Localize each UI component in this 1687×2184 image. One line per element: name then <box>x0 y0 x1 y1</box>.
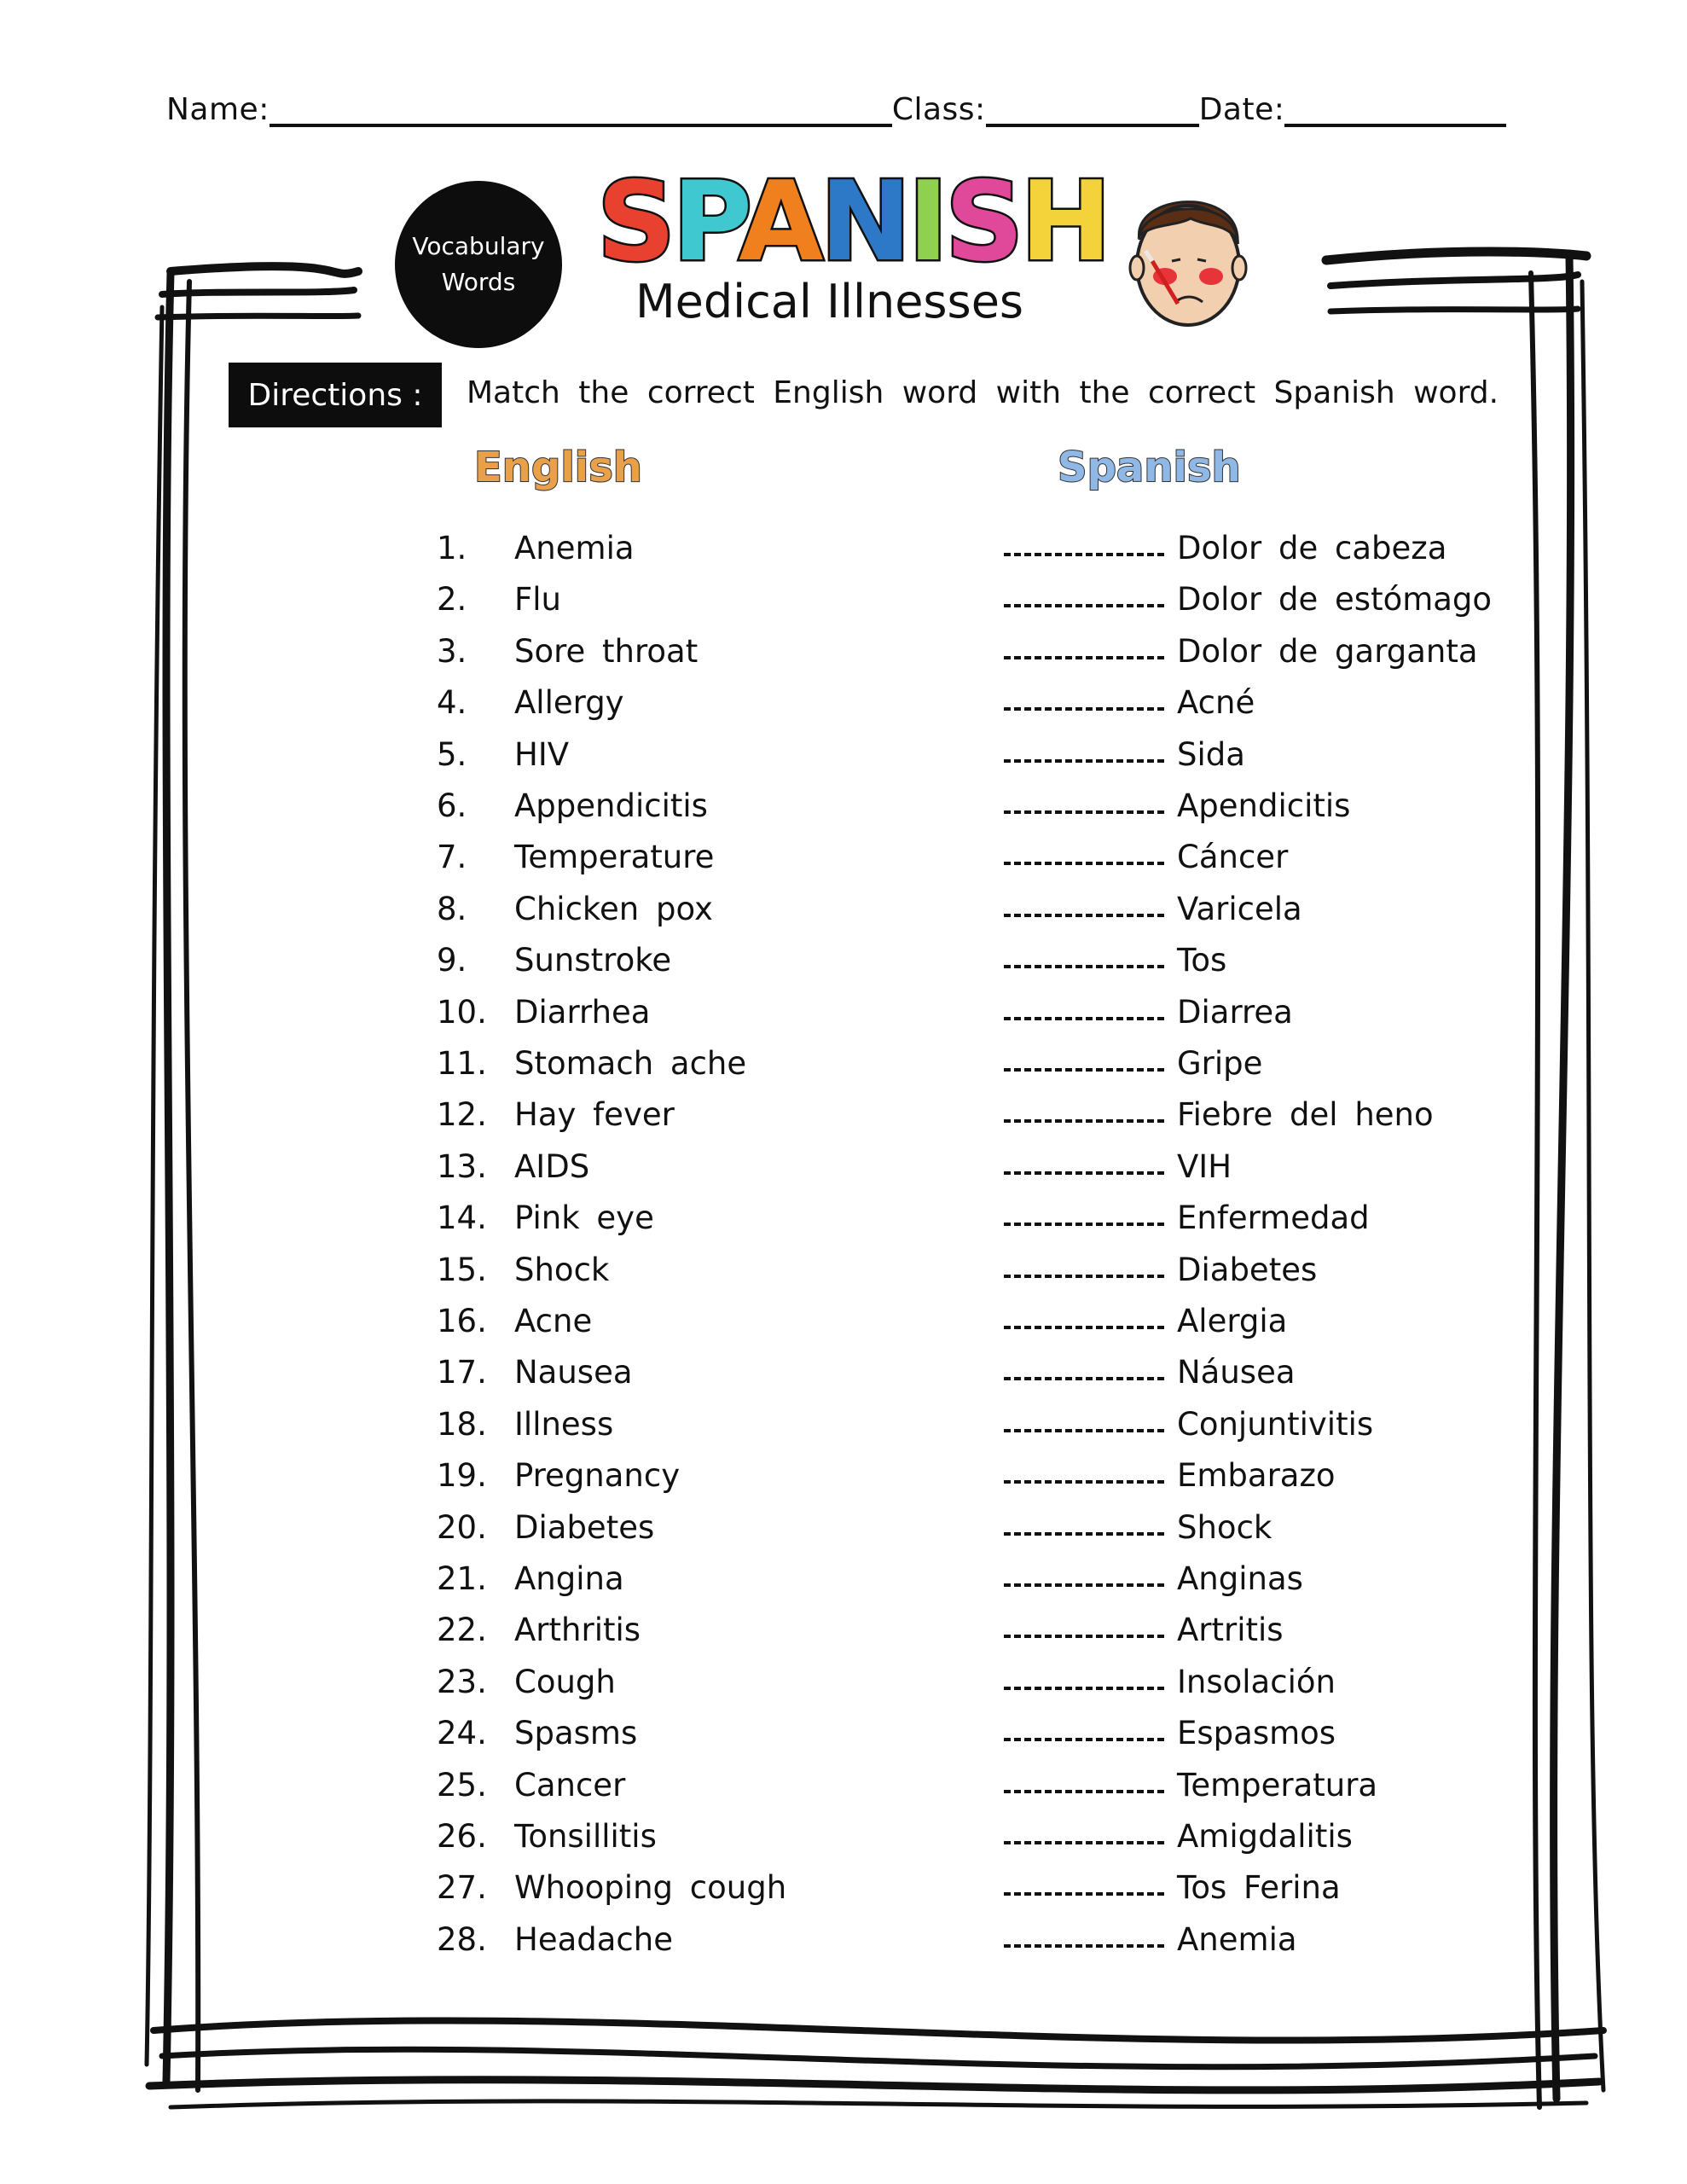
answer-blank[interactable] <box>1004 1455 1164 1484</box>
english-word: Allergy <box>514 684 624 722</box>
english-word: HIV <box>514 735 570 773</box>
title-letter: P <box>672 159 739 286</box>
item-number: 21. <box>437 1560 487 1597</box>
item-number: 14. <box>437 1199 487 1237</box>
spanish-word: Embarazo <box>1177 1457 1336 1495</box>
title-letter: H <box>1020 159 1109 286</box>
answer-blank[interactable] <box>1004 527 1164 556</box>
item-number: 2. <box>437 581 467 619</box>
item-number: 26. <box>437 1818 487 1855</box>
spanish-word: Espasmos <box>1177 1715 1336 1752</box>
item-number: 16. <box>437 1303 487 1339</box>
list-item <box>0 1815 1687 1858</box>
item-number: 4. <box>437 684 467 722</box>
item-number: 25. <box>437 1766 487 1804</box>
answer-blank[interactable] <box>1004 630 1164 659</box>
list-item <box>0 1507 1687 1549</box>
page-title <box>597 159 1109 286</box>
english-word: Cough <box>514 1663 616 1700</box>
list-item <box>0 1351 1687 1394</box>
english-word: Pink eye <box>514 1199 654 1237</box>
answer-blank[interactable] <box>1004 1815 1164 1844</box>
english-word: Appendicitis <box>514 787 708 824</box>
spanish-word: VIH <box>1177 1147 1232 1185</box>
english-word: Temperature <box>514 839 715 876</box>
answer-blank[interactable] <box>1004 1249 1164 1278</box>
list-item <box>0 1712 1687 1755</box>
page-subtitle: Medical Illnesses <box>635 275 1024 328</box>
answer-blank[interactable] <box>1004 578 1164 607</box>
list-item <box>0 1300 1687 1343</box>
spanish-word: Conjuntivitis <box>1177 1405 1374 1443</box>
answer-blank[interactable] <box>1004 734 1164 763</box>
list-item <box>0 527 1687 570</box>
answer-blank[interactable] <box>1004 991 1164 1020</box>
spanish-word: Anemia <box>1177 1920 1297 1958</box>
english-word: Diabetes <box>514 1508 655 1546</box>
title-letter: S <box>597 159 673 286</box>
spanish-word: Apendicitis <box>1177 787 1351 824</box>
answer-blank[interactable] <box>1004 1609 1164 1638</box>
answer-blank[interactable] <box>1004 1146 1164 1175</box>
answer-blank[interactable] <box>1004 939 1164 968</box>
item-number: 10. <box>437 993 487 1031</box>
english-word: Sore throat <box>514 632 699 670</box>
spanish-word: Alergia <box>1177 1303 1288 1339</box>
spanish-word: Enfermedad <box>1177 1199 1370 1237</box>
list-item <box>0 785 1687 828</box>
list-item <box>0 1764 1687 1807</box>
list-item <box>0 836 1687 879</box>
vocabulary-words-badge <box>395 181 562 348</box>
list-item <box>0 1094 1687 1136</box>
item-number: 18. <box>437 1405 487 1443</box>
spanish-word: Dolor de garganta <box>1177 632 1478 670</box>
english-word: Anemia <box>514 530 635 566</box>
answer-blank[interactable] <box>1004 682 1164 711</box>
answer-blank[interactable] <box>1004 1507 1164 1536</box>
title-letter: S <box>945 159 1021 286</box>
title-letter: I <box>907 159 946 286</box>
list-item <box>0 1403 1687 1446</box>
list-item <box>0 682 1687 724</box>
english-word: Illness <box>514 1405 614 1443</box>
list-item <box>0 939 1687 982</box>
spanish-column-heading: Spanish <box>1058 444 1241 491</box>
answer-blank[interactable] <box>1004 1043 1164 1072</box>
answer-blank[interactable] <box>1004 1764 1164 1793</box>
item-number: 17. <box>437 1354 487 1391</box>
date-field[interactable] <box>1284 95 1506 127</box>
answer-blank[interactable] <box>1004 888 1164 917</box>
english-word: Arthritis <box>514 1612 641 1649</box>
answer-blank[interactable] <box>1004 1300 1164 1329</box>
item-number: 1. <box>437 530 467 566</box>
item-number: 7. <box>437 839 467 876</box>
spanish-word: Dolor de estómago <box>1177 581 1493 619</box>
list-item <box>0 1455 1687 1497</box>
english-word: Shock <box>514 1251 610 1288</box>
english-word: Acne <box>514 1303 593 1339</box>
spanish-word: Insolación <box>1177 1663 1336 1700</box>
english-word: Nausea <box>514 1354 633 1391</box>
item-number: 27. <box>437 1869 487 1907</box>
badge-line-2: Words <box>441 268 516 296</box>
item-number: 19. <box>437 1457 487 1495</box>
name-label: Name: <box>166 92 270 127</box>
directions-label: Directions : <box>229 363 442 427</box>
answer-blank[interactable] <box>1004 1867 1164 1896</box>
list-item <box>0 1919 1687 1961</box>
list-item <box>0 1661 1687 1704</box>
english-word: AIDS <box>514 1147 590 1185</box>
item-number: 9. <box>437 942 467 979</box>
answer-blank[interactable] <box>1004 836 1164 865</box>
spanish-word: Cáncer <box>1177 839 1289 876</box>
list-item <box>0 1146 1687 1188</box>
item-number: 23. <box>437 1663 487 1700</box>
answer-blank[interactable] <box>1004 1661 1164 1690</box>
class-label: Class: <box>891 92 986 127</box>
english-word: Stomach ache <box>514 1045 747 1082</box>
answer-blank[interactable] <box>1004 1403 1164 1432</box>
list-item <box>0 630 1687 673</box>
item-number: 15. <box>437 1251 487 1288</box>
spanish-word: Dolor de cabeza <box>1177 530 1447 566</box>
title-letter: N <box>820 159 908 286</box>
spanish-word: Fiebre del heno <box>1177 1096 1434 1134</box>
spanish-word: Temperatura <box>1177 1766 1378 1804</box>
spanish-word: Artritis <box>1177 1612 1284 1649</box>
spanish-word: Tos Ferina <box>1177 1869 1341 1907</box>
spanish-word: Shock <box>1177 1508 1272 1546</box>
item-number: 22. <box>437 1612 487 1649</box>
class-field[interactable] <box>986 95 1199 127</box>
title-letter: A <box>739 159 820 286</box>
answer-blank[interactable] <box>1004 1919 1164 1948</box>
list-item <box>0 734 1687 776</box>
spanish-word: Anginas <box>1177 1560 1303 1597</box>
spanish-word: Diarrea <box>1177 993 1293 1031</box>
directions-text: Match the correct English word with the correct Spanish word. <box>467 375 1499 410</box>
spanish-word: Sida <box>1177 735 1245 773</box>
spanish-word: Varicela <box>1177 890 1302 927</box>
item-number: 8. <box>437 890 467 927</box>
item-number: 12. <box>437 1096 487 1134</box>
item-number: 3. <box>437 632 467 670</box>
list-item <box>0 1558 1687 1600</box>
item-number: 5. <box>437 735 467 773</box>
list-item <box>0 991 1687 1034</box>
english-word: Angina <box>514 1560 624 1597</box>
english-word: Flu <box>514 581 562 619</box>
answer-blank[interactable] <box>1004 1094 1164 1123</box>
english-word: Whooping cough <box>514 1869 787 1907</box>
list-item <box>0 888 1687 931</box>
english-column-heading: English <box>474 444 642 491</box>
list-item <box>0 1249 1687 1292</box>
spanish-word: Diabetes <box>1177 1251 1318 1288</box>
list-item <box>0 1609 1687 1652</box>
spanish-word: Tos <box>1177 942 1227 979</box>
spanish-word: Amigdalitis <box>1177 1818 1353 1855</box>
list-item <box>0 1043 1687 1085</box>
answer-blank[interactable] <box>1004 1712 1164 1741</box>
date-label: Date: <box>1198 92 1285 127</box>
english-word: Sunstroke <box>514 942 672 979</box>
item-number: 6. <box>437 787 467 824</box>
item-number: 11. <box>437 1045 487 1082</box>
spanish-word: Náusea <box>1177 1354 1296 1391</box>
answer-blank[interactable] <box>1004 785 1164 814</box>
list-item <box>0 578 1687 621</box>
sick-face-icon <box>1105 176 1267 338</box>
student-info-line <box>166 92 1506 127</box>
name-field[interactable] <box>270 95 892 127</box>
english-word: Chicken pox <box>514 890 713 927</box>
list-item <box>0 1867 1687 1909</box>
english-word: Spasms <box>514 1715 638 1752</box>
english-word: Headache <box>514 1920 673 1958</box>
english-word: Pregnancy <box>514 1457 681 1495</box>
english-word: Cancer <box>514 1766 626 1804</box>
answer-blank[interactable] <box>1004 1197 1164 1226</box>
english-word: Tonsillitis <box>514 1818 657 1855</box>
item-number: 13. <box>437 1147 487 1185</box>
english-word: Diarrhea <box>514 993 651 1031</box>
item-number: 20. <box>437 1508 487 1546</box>
item-number: 28. <box>437 1920 487 1958</box>
item-number: 24. <box>437 1715 487 1752</box>
list-item <box>0 1197 1687 1240</box>
spanish-word: Acné <box>1177 684 1255 722</box>
badge-line-1: Vocabulary <box>412 232 545 260</box>
english-word: Hay fever <box>514 1096 675 1134</box>
answer-blank[interactable] <box>1004 1351 1164 1380</box>
answer-blank[interactable] <box>1004 1558 1164 1587</box>
spanish-word: Gripe <box>1177 1045 1263 1082</box>
